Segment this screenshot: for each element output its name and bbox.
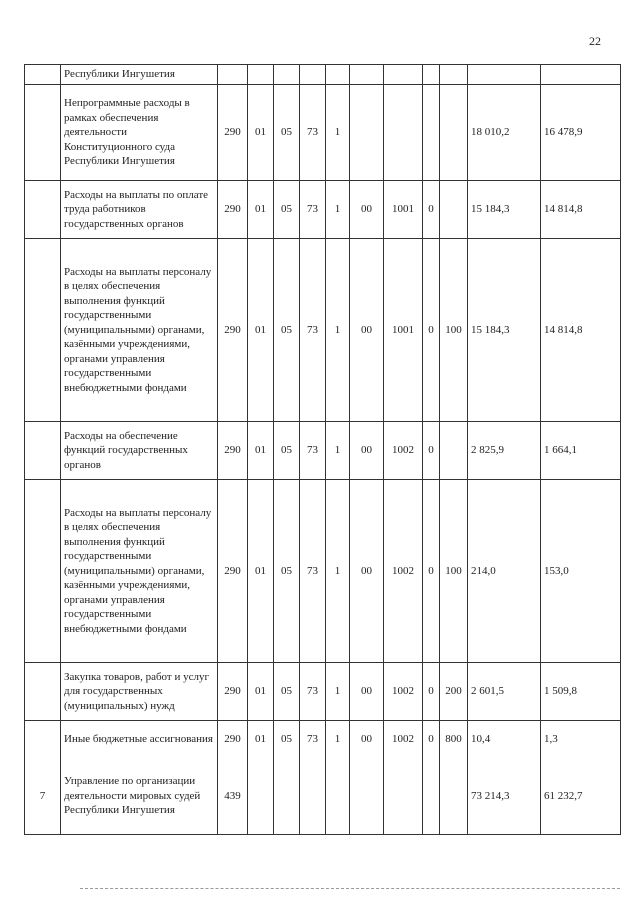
cell-c1: 290 (218, 85, 248, 181)
table-row (25, 239, 621, 422)
cell-desc: Иные бюджетные ассигнования (61, 721, 218, 758)
cell-c8 (423, 758, 440, 835)
cell-c5 (326, 65, 350, 85)
cell-desc: Управление по организации деятельности мировых судей Республики Ингушетия (61, 758, 218, 835)
cell-no: 7 (25, 758, 61, 835)
cell-c2: 01 (248, 85, 274, 181)
cell-c4: 73 (300, 422, 326, 480)
cell-no (25, 480, 61, 663)
table-row (25, 721, 621, 758)
cell-v2: 153,0 (541, 480, 621, 663)
cell-c5: 1 (326, 721, 350, 758)
cell-c7: 1002 (384, 480, 423, 663)
cell-c8 (423, 65, 440, 85)
page-footer-line (80, 888, 620, 889)
cell-v2: 61 232,7 (541, 758, 621, 835)
cell-c4: 73 (300, 85, 326, 181)
cell-c6: 00 (350, 480, 384, 663)
cell-v1: 15 184,3 (468, 239, 541, 422)
cell-c5: 1 (326, 422, 350, 480)
cell-no (25, 85, 61, 181)
cell-c6 (350, 758, 384, 835)
cell-c4: 73 (300, 663, 326, 721)
table-row (25, 480, 621, 663)
cell-c3: 05 (274, 480, 300, 663)
cell-c4: 73 (300, 721, 326, 758)
cell-no (25, 422, 61, 480)
cell-c9 (440, 85, 468, 181)
cell-c9 (440, 758, 468, 835)
cell-c2 (248, 65, 274, 85)
cell-c2: 01 (248, 721, 274, 758)
cell-c2 (248, 758, 274, 835)
cell-c3: 05 (274, 663, 300, 721)
cell-c7 (384, 65, 423, 85)
page-number: 22 (589, 34, 601, 48)
cell-c3: 05 (274, 721, 300, 758)
cell-c7: 1001 (384, 181, 423, 239)
cell-no (25, 721, 61, 758)
cell-c6: 00 (350, 181, 384, 239)
cell-desc: Расходы на выплаты по оплате труда работников государственных органов (61, 181, 218, 239)
cell-c9: 200 (440, 663, 468, 721)
cell-v1: 2 601,5 (468, 663, 541, 721)
cell-c5 (326, 758, 350, 835)
cell-v2: 1 664,1 (541, 422, 621, 480)
cell-c3 (274, 758, 300, 835)
cell-desc: Непрограммные расходы в рамках обеспечения деятельности Конституционного суда Республики Ингушетия (61, 85, 218, 181)
cell-v1 (468, 65, 541, 85)
cell-v1: 15 184,3 (468, 181, 541, 239)
cell-c3: 05 (274, 181, 300, 239)
cell-c4: 73 (300, 480, 326, 663)
cell-c5: 1 (326, 181, 350, 239)
cell-c1: 290 (218, 181, 248, 239)
cell-desc: Расходы на обеспечение функций государственных органов (61, 422, 218, 480)
table-row (25, 65, 621, 85)
cell-c1: 290 (218, 721, 248, 758)
cell-c7: 1002 (384, 721, 423, 758)
cell-desc: Расходы на выплаты персоналу в целях обеспечения выполнения функций государственными (муниципальными) органами, казёнными учреждениями, органами управления государственными внебюджетными фондами (61, 480, 218, 663)
cell-c8 (423, 85, 440, 181)
cell-desc: Закупка товаров, работ и услуг для государственных (муниципальных) нужд (61, 663, 218, 721)
cell-c7: 1001 (384, 239, 423, 422)
cell-c9 (440, 65, 468, 85)
cell-v2: 14 814,8 (541, 239, 621, 422)
cell-c8: 0 (423, 663, 440, 721)
cell-c9 (440, 422, 468, 480)
cell-c5: 1 (326, 480, 350, 663)
table-row (25, 422, 621, 480)
cell-c3 (274, 65, 300, 85)
cell-c1: 290 (218, 480, 248, 663)
cell-c2: 01 (248, 422, 274, 480)
cell-c4 (300, 758, 326, 835)
cell-c1: 290 (218, 239, 248, 422)
table-row (25, 758, 621, 835)
cell-c1 (218, 65, 248, 85)
cell-c9: 100 (440, 239, 468, 422)
cell-c1: 290 (218, 422, 248, 480)
cell-c4: 73 (300, 239, 326, 422)
cell-c5: 1 (326, 85, 350, 181)
cell-c6 (350, 65, 384, 85)
cell-no (25, 65, 61, 85)
cell-v2: 1,3 (541, 721, 621, 758)
cell-v2: 16 478,9 (541, 85, 621, 181)
cell-c4: 73 (300, 181, 326, 239)
cell-v2 (541, 65, 621, 85)
cell-v1: 73 214,3 (468, 758, 541, 835)
cell-c9: 100 (440, 480, 468, 663)
cell-c8: 0 (423, 181, 440, 239)
cell-c3: 05 (274, 239, 300, 422)
cell-c6: 00 (350, 721, 384, 758)
budget-table (24, 64, 621, 835)
cell-c2: 01 (248, 239, 274, 422)
cell-v2: 1 509,8 (541, 663, 621, 721)
cell-c6: 00 (350, 239, 384, 422)
cell-c9 (440, 181, 468, 239)
cell-c2: 01 (248, 663, 274, 721)
cell-c6: 00 (350, 422, 384, 480)
cell-c9: 800 (440, 721, 468, 758)
table-row (25, 663, 621, 721)
cell-c5: 1 (326, 239, 350, 422)
cell-c8: 0 (423, 239, 440, 422)
cell-c6 (350, 85, 384, 181)
cell-no (25, 239, 61, 422)
cell-c7: 1002 (384, 422, 423, 480)
cell-c1: 439 (218, 758, 248, 835)
table-row (25, 85, 621, 181)
cell-c4 (300, 65, 326, 85)
cell-c3: 05 (274, 85, 300, 181)
table-row (25, 181, 621, 239)
cell-v1: 2 825,9 (468, 422, 541, 480)
cell-desc: Республики Ингушетия (61, 65, 218, 85)
cell-v1: 18 010,2 (468, 85, 541, 181)
cell-c7: 1002 (384, 663, 423, 721)
cell-c2: 01 (248, 480, 274, 663)
cell-c8: 0 (423, 480, 440, 663)
cell-desc: Расходы на выплаты персоналу в целях обеспечения выполнения функций государственными (муниципальными) органами, казёнными учреждениями, органами управления государственными внебюджетными фондами (61, 239, 218, 422)
cell-c8: 0 (423, 422, 440, 480)
cell-v1: 214,0 (468, 480, 541, 663)
cell-c3: 05 (274, 422, 300, 480)
cell-c6: 00 (350, 663, 384, 721)
cell-c5: 1 (326, 663, 350, 721)
cell-v2: 14 814,8 (541, 181, 621, 239)
cell-c7 (384, 758, 423, 835)
cell-c8: 0 (423, 721, 440, 758)
cell-no (25, 181, 61, 239)
cell-c1: 290 (218, 663, 248, 721)
cell-no (25, 663, 61, 721)
cell-c2: 01 (248, 181, 274, 239)
cell-c7 (384, 85, 423, 181)
cell-v1: 10,4 (468, 721, 541, 758)
